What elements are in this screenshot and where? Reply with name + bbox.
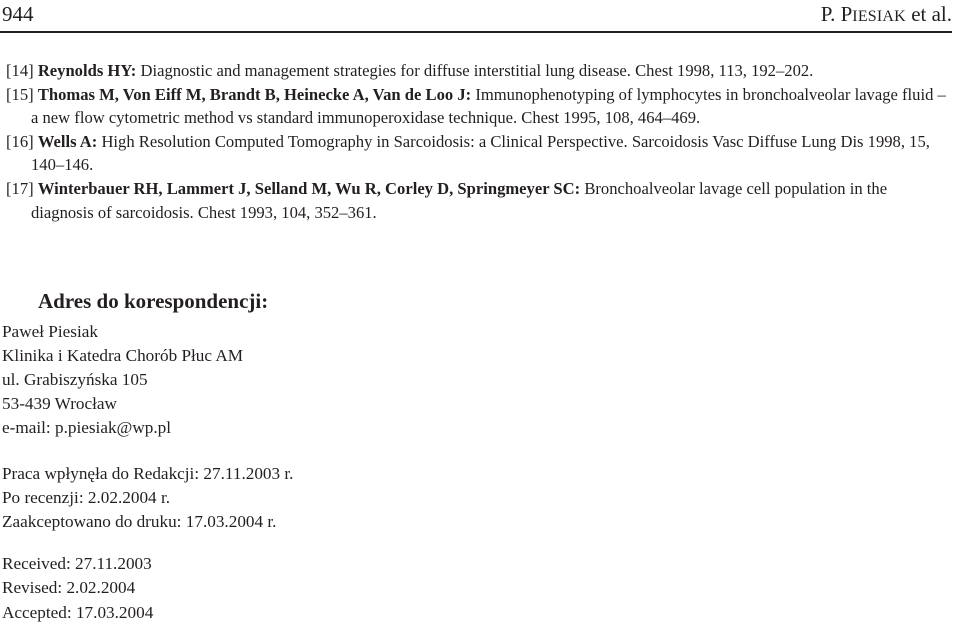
received-date-en: Received: 27.11.2003 — [2, 554, 152, 573]
reference-number: [14] — [6, 61, 34, 80]
revised-date-pl: Po recenzji: 2.02.2004 r. — [2, 488, 171, 508]
reference-15 — [6, 83, 951, 130]
header-rule — [0, 31, 952, 33]
correspondent-city: 53-439 Wrocław — [2, 394, 117, 413]
page-number: 944 — [2, 2, 34, 26]
accepted-date-pl: Zaakceptowano do druku: 17.03.2004 r. — [2, 512, 277, 532]
reference-number: [15] — [6, 84, 34, 104]
correspondence-title: Adres do korespondencji: — [38, 289, 269, 313]
page-header — [2, 0, 952, 30]
dates-english — [2, 552, 153, 625]
reference-number: [16] — [6, 131, 34, 151]
correspondent-institution: Klinika i Katedra Chorób Płuc AM — [2, 346, 244, 365]
reference-authors: Thomas M, Von Eiff M, Brandt B, Heinecke A, Van de Loo J: — [37, 84, 472, 104]
received-date-pl: Praca wpłynęła do Redakcji: 27.11.2003 r. — [2, 464, 294, 483]
reference-16 — [6, 130, 951, 177]
correspondent-email: e-mail: p.piesiak@wp.pl — [2, 418, 172, 437]
reference-body: High Resolution Computed Tomography in Sarcoidosis: a Clinical Perspective. Sarcoidosis Vasc Diffuse Lung Dis 1998, 15, 140–146. — [31, 131, 930, 175]
author-surname-small-caps: IESIAK — [852, 8, 906, 25]
correspondence-address — [2, 320, 243, 440]
reference-17 — [6, 177, 951, 224]
author-initial: P. — [820, 2, 836, 26]
correspondent-street: ul. Grabiszyńska 105 — [2, 370, 148, 389]
reference-body: Bronchoalveolar lavage cell population in the diagnosis of sarcoidosis. Chest 1993, 104, 352–361. — [31, 178, 888, 222]
dates-polish — [2, 462, 293, 535]
reference-authors: Wells A: — [37, 131, 98, 151]
reference-number: [17] — [6, 178, 34, 198]
et-al: et al. — [911, 2, 952, 26]
reference-body: Diagnostic and management strategies for diffuse interstitial lung disease. Chest 1998, 113, 192–202. — [140, 61, 814, 80]
correspondent-name: Paweł Piesiak — [2, 322, 98, 341]
author-surname-first-letter: P — [840, 2, 853, 26]
reference-list — [6, 59, 951, 224]
revised-date-en: Revised: 2.02.2004 — [2, 578, 136, 598]
reference-body: Immunophenotyping of lymphocytes in bronchoalveolar lavage fluid – a new flow cytometric method vs standard immunoperoxidase technique. Chest 1995, 108, 464–469. — [31, 84, 946, 128]
running-head — [821, 1, 952, 30]
accepted-date-en: Accepted: 17.03.2004 — [2, 602, 154, 622]
reference-authors: Winterbauer RH, Lammert J, Selland M, Wu R, Corley D, Springmeyer SC: — [37, 178, 581, 198]
reference-authors: Reynolds HY: — [37, 61, 137, 80]
reference-14 — [6, 59, 951, 83]
